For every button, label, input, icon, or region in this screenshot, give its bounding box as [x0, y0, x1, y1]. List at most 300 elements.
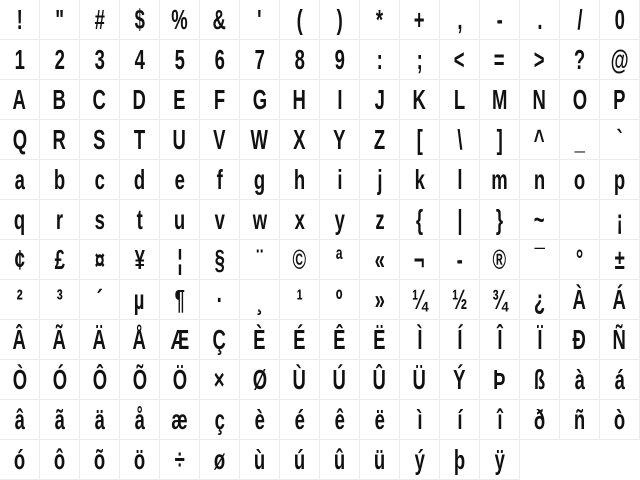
- glyph-cell[interactable]: [160, 240, 200, 280]
- glyph-cell[interactable]: [160, 120, 200, 160]
- glyph-cell[interactable]: [520, 200, 560, 240]
- glyph: û: [333, 443, 346, 475]
- glyph-cell[interactable]: [480, 160, 520, 200]
- glyph: Ã: [52, 323, 67, 355]
- glyph-cell[interactable]: [520, 160, 560, 200]
- glyph: ¶: [174, 283, 185, 315]
- glyph: Ð: [572, 323, 587, 355]
- glyph: ù: [253, 443, 266, 475]
- glyph-cell[interactable]: [240, 240, 280, 280]
- glyph-cell[interactable]: [40, 0, 80, 40]
- glyph: À: [572, 283, 587, 315]
- glyph-cell[interactable]: [200, 40, 240, 80]
- glyph: ): [336, 3, 343, 35]
- glyph-cell[interactable]: [520, 0, 560, 40]
- glyph-cell[interactable]: [440, 280, 480, 320]
- glyph-cell[interactable]: [80, 360, 120, 400]
- glyph: `: [616, 123, 623, 155]
- glyph-cell[interactable]: [480, 80, 520, 120]
- glyph-cell[interactable]: [400, 280, 440, 320]
- glyph-cell[interactable]: [40, 360, 80, 400]
- glyph: >: [534, 43, 545, 75]
- glyph-cell[interactable]: [160, 360, 200, 400]
- glyph-cell[interactable]: [40, 240, 80, 280]
- glyph-cell[interactable]: [480, 120, 520, 160]
- glyph: G: [252, 83, 267, 115]
- glyph-cell[interactable]: [0, 280, 40, 320]
- glyph: P: [613, 83, 626, 115]
- glyph-cell[interactable]: [520, 240, 560, 280]
- glyph-cell[interactable]: [520, 320, 560, 360]
- glyph-cell[interactable]: [280, 360, 320, 400]
- glyph-cell[interactable]: [160, 160, 200, 200]
- glyph-cell[interactable]: [240, 0, 280, 40]
- glyph-cell[interactable]: [480, 280, 520, 320]
- glyph: î: [496, 403, 503, 435]
- glyph: Ó: [52, 363, 67, 395]
- glyph-cell[interactable]: [40, 80, 80, 120]
- glyph: ·: [216, 283, 223, 315]
- glyph: q: [13, 203, 26, 235]
- glyph-cell[interactable]: [480, 40, 520, 80]
- glyph-cell[interactable]: [200, 320, 240, 360]
- glyph-cell[interactable]: [160, 440, 200, 480]
- glyph-cell[interactable]: [480, 360, 520, 400]
- glyph: 8: [294, 43, 305, 75]
- glyph: ×: [214, 363, 225, 395]
- glyph-cell[interactable]: [120, 120, 160, 160]
- glyph-cell[interactable]: [320, 40, 360, 80]
- glyph-cell[interactable]: [360, 320, 400, 360]
- glyph: J: [374, 83, 385, 115]
- glyph-cell[interactable]: [240, 360, 280, 400]
- glyph-cell[interactable]: [320, 80, 360, 120]
- glyph: s: [94, 203, 105, 235]
- glyph: ë: [374, 403, 385, 435]
- glyph: ¿: [533, 283, 546, 315]
- glyph-cell[interactable]: [80, 0, 120, 40]
- glyph: í: [456, 403, 463, 435]
- glyph: Ú: [332, 363, 347, 395]
- glyph-cell[interactable]: [320, 200, 360, 240]
- glyph-cell[interactable]: [480, 400, 520, 440]
- glyph: Ö: [172, 363, 187, 395]
- glyph-cell[interactable]: [0, 360, 40, 400]
- glyph-cell[interactable]: [400, 360, 440, 400]
- glyph-cell[interactable]: [320, 400, 360, 440]
- glyph: ¼: [411, 283, 428, 315]
- glyph: x: [294, 203, 305, 235]
- glyph: ø: [213, 443, 226, 475]
- glyph: Ç: [212, 323, 227, 355]
- glyph-cell[interactable]: [400, 80, 440, 120]
- glyph-cell[interactable]: [280, 280, 320, 320]
- glyph: ¤: [94, 243, 105, 275]
- glyph-cell[interactable]: [600, 120, 640, 160]
- glyph-cell[interactable]: [120, 0, 160, 40]
- glyph-cell[interactable]: [480, 240, 520, 280]
- glyph: ú: [293, 443, 306, 475]
- glyph: l: [456, 163, 463, 195]
- glyph-cell[interactable]: [360, 400, 400, 440]
- glyph: g: [253, 163, 266, 195]
- glyph-cell[interactable]: [200, 240, 240, 280]
- glyph-cell[interactable]: [0, 160, 40, 200]
- glyph: T: [133, 123, 146, 155]
- glyph: o: [573, 163, 586, 195]
- glyph: S: [93, 123, 106, 155]
- glyph: ]: [496, 123, 503, 155]
- glyph-cell[interactable]: [440, 400, 480, 440]
- glyph-cell[interactable]: [440, 440, 480, 480]
- glyph-cell[interactable]: [560, 160, 600, 200]
- glyph: Ù: [292, 363, 307, 395]
- glyph-cell[interactable]: [0, 400, 40, 440]
- glyph-cell[interactable]: [160, 200, 200, 240]
- glyph: ?: [573, 43, 586, 75]
- glyph-cell[interactable]: [200, 440, 240, 480]
- glyph: R: [52, 123, 67, 155]
- glyph-cell[interactable]: [600, 160, 640, 200]
- glyph-cell[interactable]: [160, 280, 200, 320]
- glyph-cell[interactable]: [360, 40, 400, 80]
- glyph-cell[interactable]: [240, 400, 280, 440]
- glyph-cell[interactable]: [400, 0, 440, 40]
- glyph: æ: [171, 403, 188, 435]
- glyph: Ü: [412, 363, 427, 395]
- glyph-cell[interactable]: [320, 280, 360, 320]
- glyph-cell[interactable]: [560, 80, 600, 120]
- glyph: Ê: [333, 323, 346, 355]
- glyph: U: [172, 123, 187, 155]
- glyph-cell[interactable]: [600, 80, 640, 120]
- glyph-cell[interactable]: [360, 0, 400, 40]
- glyph: (: [296, 3, 303, 35]
- glyph-cell[interactable]: [160, 320, 200, 360]
- glyph-cell[interactable]: [280, 40, 320, 80]
- glyph-cell[interactable]: [0, 120, 40, 160]
- glyph-cell[interactable]: [280, 400, 320, 440]
- glyph: «: [374, 243, 385, 275]
- glyph-cell[interactable]: [480, 200, 520, 240]
- glyph: M: [491, 83, 508, 115]
- glyph-cell[interactable]: [320, 0, 360, 40]
- glyph: È: [253, 323, 266, 355]
- glyph: þ: [453, 443, 466, 475]
- glyph: ã: [54, 403, 65, 435]
- glyph: Ñ: [612, 323, 627, 355]
- glyph: 4: [134, 43, 145, 75]
- glyph-cell[interactable]: [320, 360, 360, 400]
- glyph-cell[interactable]: [40, 280, 80, 320]
- glyph-cell[interactable]: [120, 320, 160, 360]
- glyph: .: [536, 3, 543, 35]
- glyph-cell[interactable]: [360, 120, 400, 160]
- glyph-cell[interactable]: [360, 200, 400, 240]
- glyph-cell[interactable]: [600, 280, 640, 320]
- glyph-cell[interactable]: [280, 440, 320, 480]
- glyph: ,: [456, 3, 463, 35]
- glyph: µ: [134, 283, 145, 315]
- glyph-cell[interactable]: [200, 200, 240, 240]
- glyph: ´: [96, 283, 103, 315]
- glyph: 9: [334, 43, 345, 75]
- glyph: ÷: [174, 443, 185, 475]
- glyph: ±: [614, 243, 625, 275]
- glyph-cell[interactable]: [40, 120, 80, 160]
- glyph: Ô: [92, 363, 107, 395]
- glyph: &: [212, 3, 227, 35]
- glyph-cell[interactable]: [440, 200, 480, 240]
- glyph-cell[interactable]: [200, 80, 240, 120]
- glyph: §: [214, 243, 225, 275]
- glyph: $: [134, 3, 145, 35]
- glyph-cell[interactable]: [360, 80, 400, 120]
- glyph-cell[interactable]: [520, 360, 560, 400]
- glyph-cell[interactable]: [280, 240, 320, 280]
- glyph: Ì: [416, 323, 423, 355]
- glyph: 3: [94, 43, 105, 75]
- glyph: =: [494, 43, 505, 75]
- glyph: ÿ: [494, 443, 505, 475]
- glyph-cell[interactable]: [160, 40, 200, 80]
- glyph-cell[interactable]: [80, 240, 120, 280]
- glyph-cell[interactable]: [600, 40, 640, 80]
- glyph-cell[interactable]: [160, 80, 200, 120]
- glyph-cell[interactable]: [600, 400, 640, 440]
- glyph-cell[interactable]: [160, 0, 200, 40]
- glyph: ¡: [616, 203, 623, 235]
- glyph-cell[interactable]: [320, 440, 360, 480]
- glyph-cell[interactable]: [200, 0, 240, 40]
- glyph-cell[interactable]: [0, 40, 40, 80]
- glyph-cell[interactable]: [0, 240, 40, 280]
- glyph-cell[interactable]: [600, 240, 640, 280]
- glyph-cell[interactable]: [240, 160, 280, 200]
- glyph-cell[interactable]: [80, 400, 120, 440]
- glyph-cell[interactable]: [560, 360, 600, 400]
- glyph-cell[interactable]: [520, 80, 560, 120]
- glyph-cell[interactable]: [280, 320, 320, 360]
- glyph-cell[interactable]: [120, 200, 160, 240]
- glyph: N: [532, 83, 547, 115]
- glyph-cell[interactable]: [440, 160, 480, 200]
- glyph-cell[interactable]: [560, 280, 600, 320]
- glyph: 7: [254, 43, 265, 75]
- glyph-cell[interactable]: [80, 280, 120, 320]
- glyph-cell[interactable]: [320, 160, 360, 200]
- glyph-cell[interactable]: [0, 320, 40, 360]
- glyph: º: [336, 283, 343, 315]
- glyph-cell[interactable]: [280, 0, 320, 40]
- glyph-cell[interactable]: [80, 120, 120, 160]
- glyph: -: [496, 3, 503, 35]
- glyph: F: [213, 83, 226, 115]
- glyph-cell[interactable]: [400, 160, 440, 200]
- glyph-cell[interactable]: [320, 320, 360, 360]
- glyph-cell[interactable]: [200, 360, 240, 400]
- glyph-cell[interactable]: [400, 200, 440, 240]
- glyph-cell[interactable]: [240, 200, 280, 240]
- glyph-cell[interactable]: [400, 320, 440, 360]
- glyph: Ø: [252, 363, 267, 395]
- glyph-cell[interactable]: [0, 200, 40, 240]
- glyph: ê: [334, 403, 345, 435]
- glyph: p: [613, 163, 626, 195]
- glyph: j: [376, 163, 383, 195]
- glyph-cell[interactable]: [200, 400, 240, 440]
- glyph-cell[interactable]: [320, 120, 360, 160]
- glyph: Å: [132, 323, 147, 355]
- glyph-cell[interactable]: [320, 240, 360, 280]
- glyph: ": [55, 3, 64, 35]
- glyph-cell[interactable]: [240, 280, 280, 320]
- glyph-cell[interactable]: [480, 440, 520, 480]
- glyph-cell[interactable]: [120, 80, 160, 120]
- glyph-cell[interactable]: [0, 440, 40, 480]
- glyph-cell[interactable]: [120, 160, 160, 200]
- glyph-cell[interactable]: [440, 80, 480, 120]
- glyph-cell[interactable]: [600, 0, 640, 40]
- glyph-cell[interactable]: [520, 40, 560, 80]
- glyph: @: [610, 43, 629, 75]
- glyph-cell[interactable]: [120, 40, 160, 80]
- glyph: I: [336, 83, 343, 115]
- glyph: ¾: [491, 283, 508, 315]
- glyph-cell[interactable]: [80, 160, 120, 200]
- glyph: ©: [292, 243, 307, 275]
- glyph-cell[interactable]: [440, 240, 480, 280]
- glyph: c: [94, 163, 105, 195]
- glyph-cell[interactable]: [40, 400, 80, 440]
- glyph-cell[interactable]: [560, 240, 600, 280]
- glyph-cell[interactable]: [40, 200, 80, 240]
- glyph-cell[interactable]: [360, 160, 400, 200]
- glyph: t: [136, 203, 143, 235]
- glyph-cell[interactable]: [120, 280, 160, 320]
- glyph: Î: [496, 323, 503, 355]
- glyph-cell[interactable]: [520, 400, 560, 440]
- glyph: A: [12, 83, 27, 115]
- glyph: £: [54, 243, 65, 275]
- glyph-cell[interactable]: [440, 320, 480, 360]
- glyph-cell[interactable]: [240, 120, 280, 160]
- glyph-cell[interactable]: [120, 240, 160, 280]
- glyph: n: [533, 163, 546, 195]
- glyph: a: [14, 163, 25, 195]
- glyph-cell[interactable]: [280, 200, 320, 240]
- glyph: <: [454, 43, 465, 75]
- glyph: ç: [214, 403, 225, 435]
- glyph-cell[interactable]: [200, 160, 240, 200]
- glyph-cell[interactable]: [80, 200, 120, 240]
- glyph: _: [574, 123, 585, 155]
- glyph: u: [173, 203, 186, 235]
- glyph-cell[interactable]: [600, 200, 640, 240]
- glyph-cell[interactable]: [400, 240, 440, 280]
- glyph-cell[interactable]: [0, 0, 40, 40]
- glyph-cell[interactable]: [440, 0, 480, 40]
- glyph-cell[interactable]: [600, 320, 640, 360]
- glyph: C: [92, 83, 107, 115]
- glyph: Ï: [536, 323, 543, 355]
- glyph-cell[interactable]: [80, 320, 120, 360]
- glyph-cell[interactable]: [560, 0, 600, 40]
- glyph-cell[interactable]: [400, 40, 440, 80]
- glyph-cell[interactable]: [480, 320, 520, 360]
- glyph-cell[interactable]: [40, 440, 80, 480]
- glyph-cell[interactable]: [80, 40, 120, 80]
- glyph-cell[interactable]: [80, 80, 120, 120]
- glyph-cell[interactable]: [360, 240, 400, 280]
- glyph-cell[interactable]: [240, 80, 280, 120]
- glyph-cell[interactable]: [400, 120, 440, 160]
- glyph-cell[interactable]: [440, 360, 480, 400]
- glyph-cell[interactable]: [240, 40, 280, 80]
- glyph: è: [254, 403, 265, 435]
- glyph-cell[interactable]: [560, 40, 600, 80]
- glyph-cell[interactable]: [440, 40, 480, 80]
- glyph-cell[interactable]: [280, 120, 320, 160]
- glyph-cell[interactable]: [120, 360, 160, 400]
- glyph: Z: [373, 123, 386, 155]
- glyph-cell[interactable]: [0, 80, 40, 120]
- glyph-cell[interactable]: [520, 120, 560, 160]
- glyph: e: [174, 163, 185, 195]
- glyph-cell[interactable]: [480, 0, 520, 40]
- glyph-cell[interactable]: [80, 440, 120, 480]
- glyph-cell[interactable]: [400, 440, 440, 480]
- glyph-cell[interactable]: [120, 400, 160, 440]
- glyph-cell[interactable]: [240, 320, 280, 360]
- glyph-cell[interactable]: [40, 320, 80, 360]
- glyph-cell[interactable]: [360, 360, 400, 400]
- glyph: á: [614, 363, 625, 395]
- glyph: E: [173, 83, 186, 115]
- glyph: ': [257, 3, 262, 35]
- glyph: ¢: [14, 243, 25, 275]
- glyph-cell[interactable]: [360, 440, 400, 480]
- glyph: d: [133, 163, 146, 195]
- glyph-cell[interactable]: [400, 400, 440, 440]
- glyph-cell[interactable]: [440, 120, 480, 160]
- glyph-cell[interactable]: [160, 400, 200, 440]
- glyph-cell[interactable]: [200, 280, 240, 320]
- glyph-cell[interactable]: [200, 120, 240, 160]
- glyph: Õ: [132, 363, 147, 395]
- glyph-cell[interactable]: [280, 160, 320, 200]
- glyph-cell[interactable]: [600, 360, 640, 400]
- glyph-cell[interactable]: [520, 280, 560, 320]
- glyph-cell[interactable]: [560, 120, 600, 160]
- glyph-cell[interactable]: [560, 400, 600, 440]
- glyph-cell[interactable]: [560, 320, 600, 360]
- glyph: ½: [451, 283, 468, 315]
- glyph-cell[interactable]: [240, 440, 280, 480]
- glyph-cell[interactable]: [280, 80, 320, 120]
- glyph: ä: [94, 403, 105, 435]
- glyph: #: [94, 3, 105, 35]
- ghost-cell: [560, 440, 600, 480]
- glyph-cell[interactable]: [40, 160, 80, 200]
- glyph: °: [575, 243, 584, 275]
- glyph: |: [456, 203, 463, 235]
- glyph-cell[interactable]: [360, 280, 400, 320]
- glyph: »: [374, 283, 385, 315]
- glyph: B: [52, 83, 67, 115]
- glyph-cell[interactable]: [120, 440, 160, 480]
- glyph-cell[interactable]: [40, 40, 80, 80]
